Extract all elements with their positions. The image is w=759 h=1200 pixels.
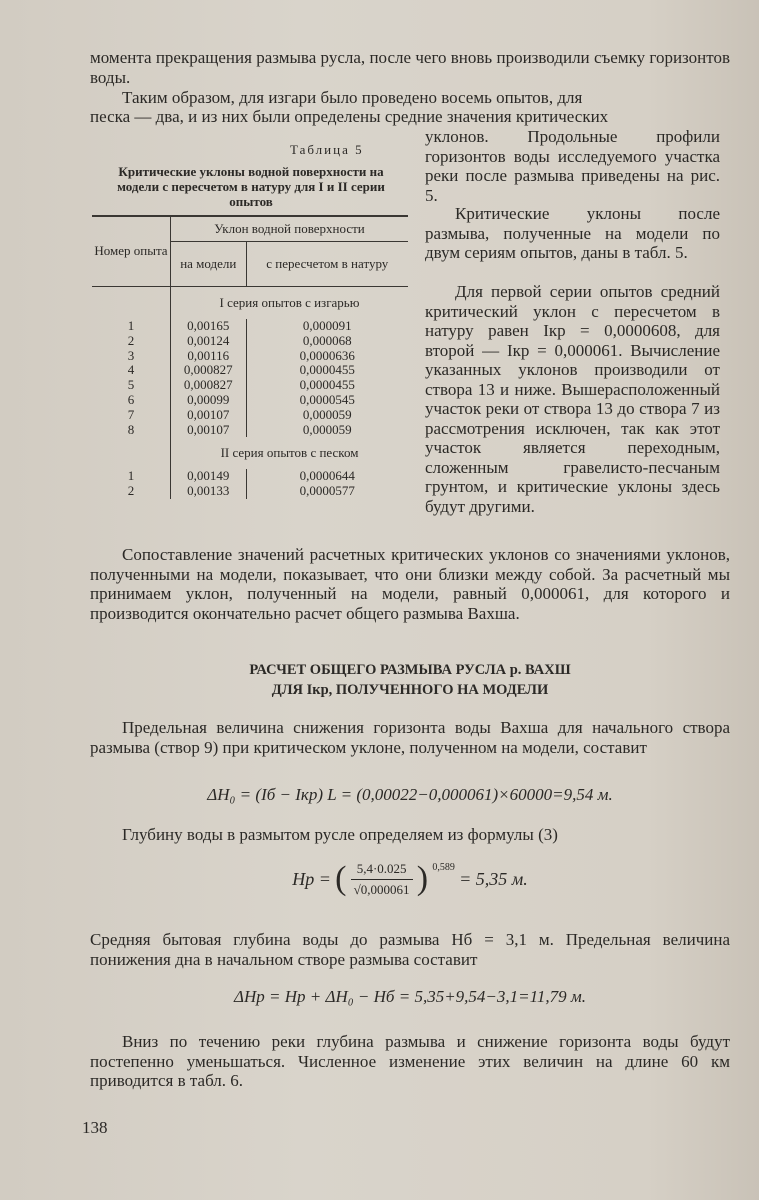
table-row	[92, 319, 408, 334]
cell-number: 2	[92, 484, 171, 499]
table-body	[92, 287, 408, 499]
right-column-paragraph-2: Критические уклоны после размыва, полученные на модели по двум сериям опытов, даны в табл. 5.	[425, 204, 720, 262]
section-title-line-2: ДЛЯ Iкр, ПОЛУЧЕННОГО НА МОДЕЛИ	[271, 682, 549, 698]
section-title-line-1: РАСЧЕТ ОБЩЕГО РАЗМЫВА РУСЛА р. ВАХШ	[249, 662, 571, 678]
cell-model: 0,000827	[171, 378, 247, 393]
cell-number: 3	[92, 349, 171, 364]
table-row	[92, 484, 408, 499]
series-title: I серия опытов с изгарью	[219, 294, 360, 310]
column-header-nature: с пересчетом в натуру	[266, 255, 389, 271]
cell-number: 4	[92, 363, 171, 378]
column-header-number: Номер опыта	[92, 216, 171, 287]
formula-hp-exponent: 0,589	[432, 862, 455, 873]
cell-nature: 0,000068	[302, 332, 352, 348]
cell-number: 5	[92, 378, 171, 393]
data-table	[92, 215, 408, 499]
paragraph-continuation: момента прекращения размыва русла, после чего вновь производили съемку горизонтов воды.	[90, 48, 730, 87]
paragraph-limit-value: Предельная величина снижения горизонта воды Вахша для начального створа размыва (створ 9) при критическом уклоне, полученном на модели, составит	[90, 718, 730, 757]
column-header-group: Уклон водной поверхности	[171, 216, 409, 242]
cell-nature: 0,0000545	[299, 391, 355, 407]
cell-nature: 0,0000455	[299, 362, 355, 378]
paragraph-downstream: Вниз по течению реки глубина размыва и снижение горизонта воды будут постепенно уменьшаться. Численное изменение этих величин на длине 60 км приводится в табл. 6.	[90, 1032, 730, 1090]
cell-model: 0,00107	[171, 423, 247, 438]
paragraph-line: Таким образом, для изгари было проведено восемь опытов, для	[122, 88, 583, 107]
cell-nature: 0,000059	[302, 421, 352, 437]
cell-model: 0,00124	[171, 334, 247, 349]
table-row	[92, 408, 408, 423]
cell-number: 7	[92, 408, 171, 423]
paragraph-line: песка — два, и из них были определены средние значения критических	[90, 107, 609, 126]
table-row	[92, 334, 408, 349]
formula-hp-denominator: √0,000061	[353, 881, 410, 897]
right-column-paragraph-3: Для первой серии опытов средний критический уклон с пересчетом в натуру равен Iкр = 0,0000608, для второй — Iкр = 0,000061. Вычисление указанных уклонов производили от створа 13 и ниже. Вышерасположенный участок реки от створа 13 до створа 7 из рассмотрения исключен, так как этот участок является переходным, сложенным гравелисто-песчаным грунтом, и критические уклоны здесь будут другими.	[425, 282, 720, 516]
cell-number: 1	[92, 469, 171, 484]
cell-number: 1	[92, 319, 171, 334]
paragraph-depth: Глубину воды в размытом русле определяем из формулы (3)	[122, 825, 558, 844]
table-caption: Таблица 5	[290, 142, 364, 157]
formula-hp-numerator: 5,4·0.025	[351, 861, 413, 880]
column-header-model: на модели	[171, 242, 247, 287]
formula-delta-h0: ΔH₀ = (Iб − Iкр) L = (0,00022−0,000061)×60000=9,54 м.	[207, 785, 613, 804]
cell-number: 2	[92, 334, 171, 349]
cell-number: 6	[92, 393, 171, 408]
cell-nature: 0,0000455	[299, 377, 355, 393]
formula-hp-lhs: Hр =	[292, 868, 331, 889]
cell-model: 0,00149	[171, 469, 247, 484]
paragraph-average-depth: Средняя бытовая глубина воды до размыва Hб = 3,1 м. Предельная величина понижения дна в начальном створе размыва составит	[90, 930, 730, 969]
cell-nature: 0,0000644	[299, 468, 355, 484]
formula-delta-hp: ΔHр = Hр + ΔH₀ − Hб = 5,35+9,54−3,1=11,79 м.	[234, 987, 586, 1006]
table-title: Критические уклоны водной поверхности на модели с пересчетом в натуру для I и II серии опытов	[117, 164, 385, 209]
table-row	[92, 349, 408, 364]
cell-model: 0,00165	[171, 319, 247, 334]
cell-nature: 0,0000636	[299, 347, 355, 363]
table-row	[92, 469, 408, 484]
table-row	[92, 423, 408, 438]
formula-hp: Hр = ( $\frac{5,4\cdot 0.025}{√0,000061}$ ) 0,589 = 5,35 м.	[292, 860, 528, 897]
page-number: 138	[82, 1118, 108, 1137]
cell-nature: 0,000059	[302, 406, 352, 422]
cell-nature: 0,0000577	[299, 483, 355, 499]
table-row	[92, 393, 408, 408]
right-column-paragraph-1: уклонов. Продольные профили горизонтов воды исследуемого участка реки после размыва приведены на рис. 5.	[425, 127, 720, 205]
series-title: II серия опытов с песком	[220, 444, 359, 460]
table-row	[92, 363, 408, 378]
cell-model: 0,00133	[171, 484, 247, 499]
table-row	[92, 378, 408, 393]
cell-nature: 0,000091	[302, 318, 352, 333]
paragraph-comparison: Сопоставление значений расчетных критических уклонов со значениями уклонов, полученными на модели, показывает, что они близки между собой. За расчетный мы принимаем уклон, полученный на модели, равный 0,000061, для которого и производится окончательно расчет общего размыва Вахша.	[90, 545, 730, 623]
cell-model: 0,000827	[171, 363, 247, 378]
cell-model: 0,00107	[171, 408, 247, 423]
cell-model: 0,00116	[171, 349, 247, 364]
formula-hp-rhs: = 5,35 м.	[459, 868, 528, 889]
cell-model: 0,00099	[171, 393, 247, 408]
cell-number: 8	[92, 423, 171, 438]
